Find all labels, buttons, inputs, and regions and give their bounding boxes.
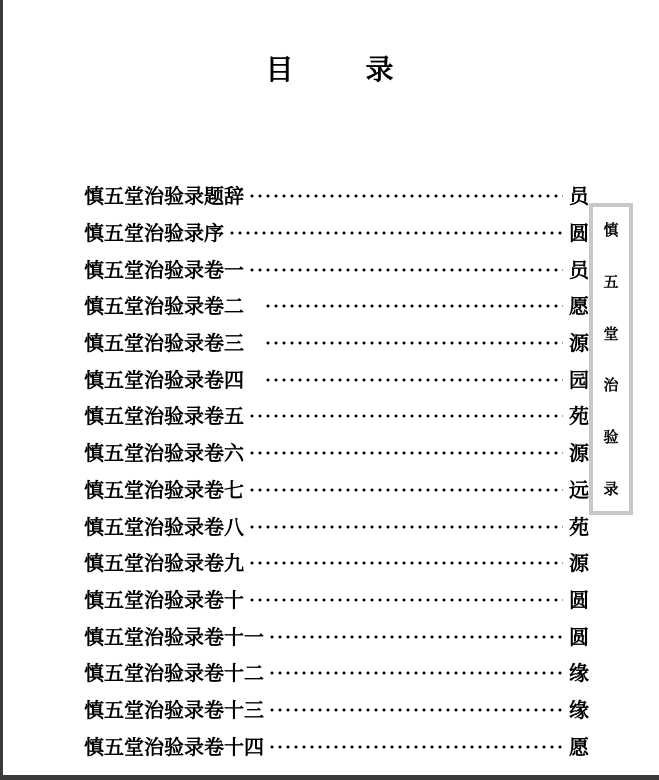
toc-entry-title: 慎五堂治验录卷三 xyxy=(84,331,244,356)
dot-leader xyxy=(264,377,563,383)
toc-entry[interactable] xyxy=(84,582,589,619)
dot-leader xyxy=(248,267,563,273)
toc-entry-page: 愿 xyxy=(569,294,589,319)
dot-leader xyxy=(264,303,563,309)
dot-leader xyxy=(268,707,563,713)
page-title xyxy=(0,48,659,88)
toc-entry[interactable] xyxy=(84,361,589,398)
toc-entry[interactable] xyxy=(84,251,589,288)
toc-entry-title: 慎五堂治验录卷八 xyxy=(84,514,244,539)
toc-entry-page: 圆 xyxy=(569,221,589,246)
spine-char: 慎 xyxy=(603,221,619,239)
toc-entry-page: 员 xyxy=(569,257,589,282)
page-frame-left xyxy=(0,0,3,780)
dot-leader xyxy=(268,744,563,750)
toc-entry-title: 慎五堂治验录题辞 xyxy=(84,184,244,209)
dot-leader xyxy=(248,487,563,493)
page-title-char-2: 录 xyxy=(365,53,394,86)
spine-char: 五 xyxy=(603,272,619,291)
toc-entry-page: 缘 xyxy=(569,661,589,686)
toc-entry-page: 圆 xyxy=(569,624,589,649)
toc-entry-title: 慎五堂治验录卷十四 xyxy=(84,734,264,759)
toc-entry[interactable] xyxy=(84,692,589,729)
dot-leader xyxy=(248,413,563,419)
toc-entry-page: 远 xyxy=(569,477,589,502)
dot-leader xyxy=(268,634,563,640)
toc-entry-page: 愿 xyxy=(569,734,589,759)
book-spine-label xyxy=(589,203,633,515)
page-frame-bottom xyxy=(0,775,659,780)
spine-char: 堂 xyxy=(603,324,619,343)
spine-char: 治 xyxy=(603,376,619,395)
page-title-char-1: 目 xyxy=(265,53,294,86)
toc-entry[interactable] xyxy=(84,178,589,215)
toc-entry-title: 慎五堂治验录卷十三 xyxy=(84,697,264,722)
toc-entry-page: 苑 xyxy=(569,514,589,539)
toc-entry-page: 园 xyxy=(569,367,589,392)
toc-entry-title: 慎五堂治验录卷五 xyxy=(84,404,244,429)
toc-entry-title: 慎五堂治验录卷一 xyxy=(84,257,244,282)
toc-entry-title: 慎五堂治验录卷十二 xyxy=(84,661,264,686)
toc-entry-page: 圆 xyxy=(569,587,589,612)
dot-leader xyxy=(248,597,563,603)
toc-entry[interactable] xyxy=(84,655,589,692)
toc-entry-page: 苑 xyxy=(569,404,589,429)
toc-entry-title: 慎五堂治验录卷六 xyxy=(84,441,244,466)
toc-entry-title: 慎五堂治验录卷七 xyxy=(84,477,244,502)
toc-entry[interactable] xyxy=(84,545,589,582)
toc-entry[interactable] xyxy=(84,288,589,325)
toc-entry[interactable] xyxy=(84,618,589,655)
spine-title xyxy=(593,207,629,511)
dot-leader xyxy=(228,230,563,236)
toc-entry-page: 源 xyxy=(569,331,589,356)
spine-char: 验 xyxy=(603,428,619,447)
dot-leader xyxy=(268,670,563,676)
toc-entry-title: 慎五堂治验录卷四 xyxy=(84,367,244,392)
dot-leader xyxy=(248,450,563,456)
toc-entry-page: 源 xyxy=(569,551,589,576)
dot-leader xyxy=(248,560,563,566)
dot-leader xyxy=(248,193,563,199)
toc-entry-page: 缘 xyxy=(569,697,589,722)
toc-entry-page: 员 xyxy=(569,184,589,209)
toc-entry-title: 慎五堂治验录卷十 xyxy=(84,587,244,612)
toc-entry-title: 慎五堂治验录卷九 xyxy=(84,551,244,576)
toc-entry[interactable] xyxy=(84,472,589,509)
spine-char: 录 xyxy=(603,479,619,498)
toc-entry-title: 慎五堂治验录卷二 xyxy=(84,294,244,319)
toc-entry[interactable] xyxy=(84,728,589,765)
dot-leader xyxy=(248,524,563,530)
table-of-contents xyxy=(84,178,589,765)
toc-entry-title: 慎五堂治验录卷十一 xyxy=(84,624,264,649)
toc-entry[interactable] xyxy=(84,215,589,252)
toc-entry[interactable] xyxy=(84,325,589,362)
toc-entry-page: 源 xyxy=(569,441,589,466)
toc-entry-title: 慎五堂治验录序 xyxy=(84,221,224,246)
toc-entry[interactable] xyxy=(84,398,589,435)
toc-entry[interactable] xyxy=(84,508,589,545)
toc-entry[interactable] xyxy=(84,435,589,472)
dot-leader xyxy=(264,340,563,346)
